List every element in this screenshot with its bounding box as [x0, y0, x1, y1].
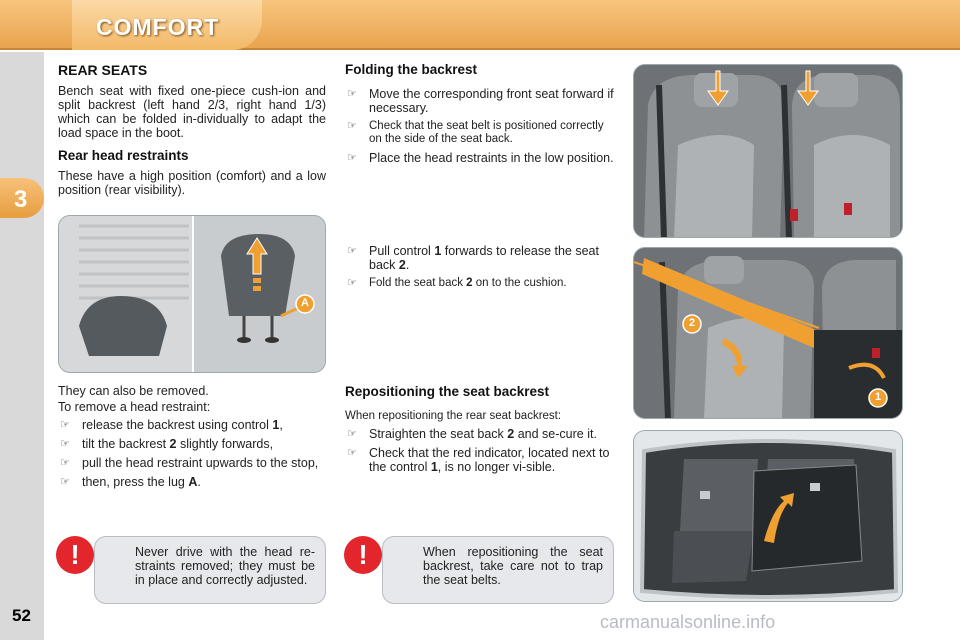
left-column — [58, 62, 326, 203]
list-item: ☞ Check that the red indicator, located next to the control 1, is no longer vi-sible. — [347, 446, 610, 474]
exclamation-icon: ! — [70, 539, 80, 570]
fold-control-illustration — [634, 248, 903, 419]
release-steps — [345, 244, 615, 295]
repositioning-section — [345, 384, 615, 479]
folding-steps-list — [345, 87, 615, 165]
boot-illustration — [634, 431, 903, 602]
list-item: ☞ Place the head restraints in the low position. — [347, 151, 614, 165]
middle-column — [345, 62, 615, 170]
repositioning-heading: Repositioning the seat backrest — [345, 384, 550, 399]
remove-steps-list — [58, 418, 326, 489]
warning-box-seat-belts — [382, 536, 614, 604]
removable-text: They can also be removed. — [58, 384, 209, 398]
exclamation-icon: ! — [358, 539, 368, 570]
list-item: ☞ pull the head restraint upwards to the stop, — [60, 456, 319, 470]
left-column-lower — [58, 384, 326, 494]
head-restraints-text: These have a high position (comfort) and a low position (rear visibility). — [58, 169, 326, 197]
list-item: ☞ Fold the seat back 2 on to the cushion. — [347, 277, 567, 289]
warning-text: When repositioning the seat backrest, take care not to trap the seat belts. — [423, 545, 603, 587]
head-restraints-heading: Rear head restraints — [58, 148, 189, 163]
list-item: ☞ tilt the backrest 2 slightly forwards, — [60, 437, 274, 451]
warning-text: Never drive with the head re-straints removed; they must be in place and correctly adjusted. — [135, 545, 315, 587]
label-a: A — [301, 297, 309, 309]
page-header — [0, 0, 960, 50]
rear-seats-illustration — [634, 65, 903, 238]
head-restraint-photo — [58, 215, 326, 373]
label-1: 1 — [874, 391, 882, 403]
page-title: COMFORT — [96, 14, 220, 40]
rear-seats-heading: REAR SEATS — [58, 62, 148, 78]
boot-photo — [633, 430, 903, 602]
release-steps-list — [345, 244, 615, 290]
list-item: ☞ Check that the seat belt is positioned correctly on the side of the seat back. — [347, 120, 604, 145]
list-item: ☞ then, press the lug A. — [60, 475, 201, 489]
list-item: ☞ Straighten the seat back 2 and se-cure it. — [347, 427, 597, 441]
watermark: carmanualsonline.info — [600, 612, 776, 632]
list-item: ☞ Move the corresponding front seat forward if necessary. — [347, 87, 614, 115]
folding-heading: Folding the backrest — [345, 62, 478, 77]
rear-seats-intro: Bench seat with fixed one-piece cush-ion and split backrest (left hand 2/3, right hand 1/3) which can be folded in-dividually to adapt the load space in the boot. — [58, 84, 326, 140]
list-item: ☞ Pull control 1 forwards to release the seat back 2. — [347, 244, 599, 272]
warning-box-head-restraints — [94, 536, 326, 604]
repositioning-steps-list — [345, 427, 615, 474]
chapter-number: 3 — [14, 186, 28, 213]
head-restraint-illustration — [59, 216, 326, 373]
sidebar — [0, 52, 44, 640]
seatback-photo-middle — [633, 247, 903, 419]
page-number: 52 — [12, 606, 31, 625]
list-item: ☞ release the backrest using control 1, — [60, 418, 283, 432]
seatback-photo-top — [633, 64, 903, 238]
remove-intro: To remove a head restraint: — [58, 400, 211, 414]
repositioning-intro: When repositioning the rear seat backrest: — [345, 410, 562, 422]
label-2: 2 — [688, 317, 696, 329]
